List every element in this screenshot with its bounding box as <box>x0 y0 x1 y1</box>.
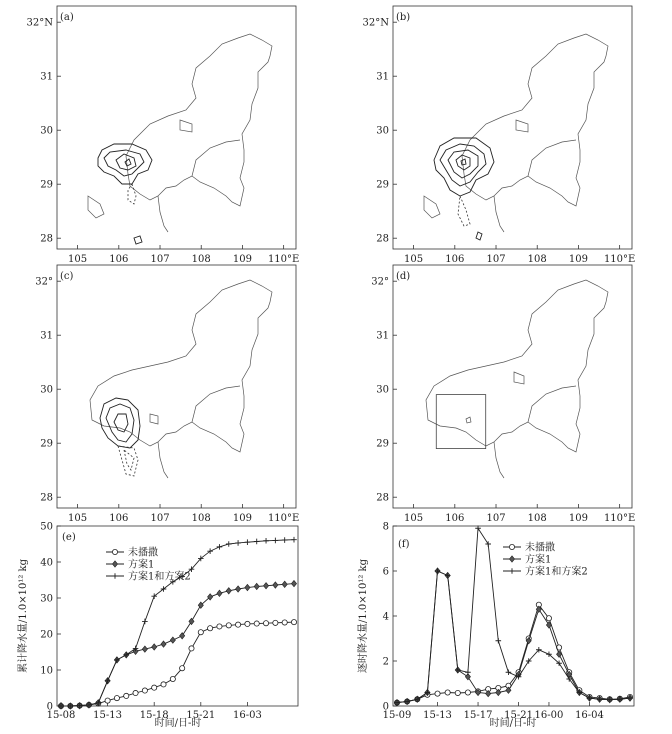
map-b-lat-label: 31 <box>376 71 389 83</box>
map-c-contours <box>100 398 140 476</box>
chart-e-series-0-point <box>198 630 203 635</box>
chart-e-series-0-point <box>180 666 185 671</box>
chart-f-ytick-label: 4 <box>382 611 389 623</box>
chart-f-legend-label: 方案1和方案2 <box>525 566 588 578</box>
chart-e-series-1-point <box>291 580 296 586</box>
chart-e-xlabel: 时间/日-时 <box>154 718 202 729</box>
map-a-lon-label: 106 <box>109 254 129 265</box>
chart-e-series-0-point <box>245 621 250 626</box>
chart-e-series-2-point <box>282 537 288 543</box>
chart-f-legend <box>503 541 588 578</box>
chart-e-series-1-point <box>263 583 268 589</box>
map-b-lon-label: 110°E <box>603 254 636 265</box>
map-a-lat-label: 28 <box>40 233 53 245</box>
map-panel-b <box>363 6 636 265</box>
chart-e-series-2-point <box>245 539 251 545</box>
chart-e-series-0-point <box>235 622 240 627</box>
chart-e-series-1-point <box>235 586 240 592</box>
chart-e-series-2-point <box>254 539 260 545</box>
chart-f-ylabel: 逐时降水量/1.0×10¹² kg <box>358 558 369 674</box>
chart-e-ylabel: 累计降水量/1.0×10¹² kg <box>18 558 29 674</box>
chart-e-series-2-point <box>273 538 279 544</box>
chart-e-series-1-point <box>142 646 147 652</box>
chart-f-series-2-point <box>485 541 491 547</box>
chart-f-xtick-label: 15-21 <box>504 710 533 721</box>
chart-e-ytick-label: 0 <box>46 701 53 713</box>
chart-e-series-0-point <box>254 621 259 626</box>
map-d-lat-label: 30 <box>376 384 389 396</box>
chart-e-series-0-point <box>189 646 194 651</box>
map-a-contours <box>98 144 152 244</box>
map-a-lat-label: 31 <box>40 71 53 83</box>
map-a-lat-label: 30 <box>40 125 53 137</box>
chart-e-series-0-point <box>226 623 231 628</box>
map-b-lat-labels <box>363 18 397 245</box>
map-b-lon-label: 109 <box>568 254 588 265</box>
chart-f-ytick-label: 6 <box>382 566 389 578</box>
chart-e-series-0-point <box>124 693 129 698</box>
chart-e-series-0-point <box>142 688 147 693</box>
map-b-lat-label: 30 <box>376 125 389 137</box>
chart-f-series-0-point <box>435 691 440 696</box>
map-c-lon-label: 105 <box>68 513 88 524</box>
map-a-frame <box>57 6 296 249</box>
map-d-lat-label: 32° <box>371 276 389 288</box>
chart-e-series-2-point <box>263 538 269 544</box>
chart-e-series-0-point <box>114 695 119 700</box>
map-d-lon-label: 107 <box>486 513 506 524</box>
chart-e-series-1-point <box>152 644 157 650</box>
map-c-lon-labels <box>68 504 299 524</box>
chart-f-ytick-label: 0 <box>382 701 389 713</box>
chart-e-series-2-point <box>217 544 223 550</box>
map-d-lon-label: 108 <box>527 513 547 524</box>
chart-e-ytick-label: 20 <box>40 629 53 641</box>
chart-e-series-0-point <box>217 624 222 629</box>
chart-f-series-2-point <box>445 573 451 579</box>
chart-f-series-2-point <box>496 638 502 644</box>
chart-e-series-2-point <box>291 537 297 543</box>
chart-f-ytick-label: 8 <box>382 521 389 533</box>
chart-f-xtick-label: 15-13 <box>423 710 452 721</box>
chart-e-series-2-point <box>235 540 241 546</box>
map-a-lon-labels <box>68 245 299 265</box>
map-d-panel-label: (d) <box>396 271 411 282</box>
map-c-lon-label: 109 <box>232 513 252 524</box>
chart-e-legend-label: 方案1 <box>128 559 155 571</box>
chart-f-series-0-point <box>546 616 551 621</box>
chart-f-xtick-label: 16-00 <box>534 710 564 721</box>
chart-f-series-0-point <box>465 690 470 695</box>
map-a-lon-label: 105 <box>68 254 88 265</box>
chart-e-series-1-point <box>273 582 278 588</box>
map-a-panel-label: (a) <box>60 12 74 23</box>
chart-e-ytick-label: 50 <box>40 521 53 533</box>
chart-e-xtick-label: 15-13 <box>93 710 123 721</box>
map-c-frame <box>57 265 296 508</box>
map-c-panel-label: (c) <box>60 271 74 282</box>
map-a-lat-label: 32°N <box>26 17 53 29</box>
map-c-region <box>90 280 272 478</box>
chart-e-series-0-point <box>170 676 175 681</box>
map-b-lat-label: 28 <box>376 233 389 245</box>
chart-f-yticks <box>383 522 397 713</box>
map-panel-c <box>35 265 299 524</box>
chart-f-legend-marker <box>509 556 514 562</box>
chart-e-legend-label: 方案1和方案2 <box>128 571 191 583</box>
map-a-lon-label: 108 <box>191 254 211 265</box>
map-a-lat-labels <box>27 18 61 245</box>
chart-f-panel-label: (f) <box>398 539 410 550</box>
chart-e-series-0-point <box>161 682 166 687</box>
map-b-region <box>424 34 608 232</box>
chart-e-panel-label: (e) <box>62 532 76 543</box>
map-b-lon-label: 105 <box>404 254 424 265</box>
chart-f-series <box>394 525 633 705</box>
chart-e-series-1-point <box>282 581 287 587</box>
chart-f-series-2-point <box>455 667 461 673</box>
map-d-frame <box>393 265 632 508</box>
chart-f-ytick-label: 2 <box>382 656 389 668</box>
map-d-lat-label: 29 <box>376 438 389 450</box>
chart-e-series <box>58 537 297 709</box>
chart-e-legend-marker <box>112 573 118 579</box>
map-a-lon-label: 110°E <box>267 254 300 265</box>
chart-f-legend-label: 方案1 <box>525 554 552 566</box>
map-c-lat-label: 30 <box>40 384 53 396</box>
chart-e-legend-label: 未播撒 <box>128 547 158 559</box>
map-b-panel-label: (b) <box>396 12 411 23</box>
map-a-lat-label: 29 <box>40 179 53 191</box>
chart-f-series-2-point <box>506 669 512 675</box>
map-d-lon-label: 110°E <box>603 513 636 524</box>
map-a-lon-label: 109 <box>232 254 252 265</box>
chart-e-series-1-point <box>217 590 222 596</box>
chart-e-ytick-label: 40 <box>40 557 53 569</box>
chart-e-series-0-point <box>273 620 278 625</box>
chart-e-series-2-point <box>142 619 148 625</box>
chart-f-legend-label: 未播撒 <box>525 542 555 554</box>
chart-f-xlabel: 时间/日-时 <box>489 718 537 729</box>
chart-e-series-2-point <box>123 652 129 658</box>
chart-f-series-line-2 <box>397 528 630 702</box>
chart-e-xtick-label: 15-21 <box>186 710 216 721</box>
chart-e-series-1-point <box>208 594 213 600</box>
map-panel-d <box>371 265 635 524</box>
map-b-lon-label: 107 <box>486 254 506 265</box>
chart-f-xtick-label: 15-17 <box>463 710 493 721</box>
chart-e-series-1-point <box>198 602 203 608</box>
chart-e-xtick-label: 16-03 <box>232 710 262 721</box>
map-d-lat-label: 31 <box>376 330 389 342</box>
map-c-lat-label: 28 <box>40 492 53 504</box>
chart-e-ytick-label: 10 <box>40 665 53 677</box>
map-b-lat-label: 29 <box>376 179 389 191</box>
chart-f-xtick-label: 15-09 <box>382 710 412 721</box>
chart-e-series-0-point <box>208 626 213 631</box>
chart-e-series-2-point <box>114 657 120 663</box>
chart-f-legend-marker <box>509 568 515 574</box>
map-c-lon-label: 110°E <box>267 513 300 524</box>
chart-e-series-2-point <box>105 678 111 684</box>
map-a-region <box>88 34 272 232</box>
chart-e-series-0-point <box>263 621 268 626</box>
map-d-lon-label: 105 <box>404 513 424 524</box>
map-d-lon-label: 109 <box>568 513 588 524</box>
map-c-lon-label: 108 <box>191 513 211 524</box>
map-panel-a <box>27 6 300 265</box>
chart-f-legend-marker <box>509 544 514 549</box>
chart-e-series-line-0 <box>61 622 294 706</box>
map-a-lon-label: 107 <box>150 254 170 265</box>
map-d-lon-labels <box>404 504 635 524</box>
chart-e-series-1-point <box>245 584 250 590</box>
chart-e-series-0-point <box>152 685 157 690</box>
chart-e-xtick-label: 15-18 <box>139 710 169 721</box>
map-c-lat-label: 29 <box>40 438 53 450</box>
map-d-lat-label: 28 <box>376 492 389 504</box>
chart-f-xtick-label: 16-04 <box>575 710 604 721</box>
map-c-lat-label: 32° <box>35 276 53 288</box>
chart-e-series-0-point <box>282 620 287 625</box>
map-b-contours <box>434 138 494 240</box>
chart-e-series-0-point <box>105 698 110 703</box>
chart-f-series-0-point <box>445 690 450 695</box>
chart-e-legend-marker <box>112 561 117 567</box>
map-c-lon-label: 107 <box>150 513 170 524</box>
chart-e-series-1-point <box>226 588 231 594</box>
chart-e-series-0-point <box>291 620 296 625</box>
chart-e-series-2-point <box>226 541 232 547</box>
chart-e-series-1-point <box>161 641 166 647</box>
map-c-lon-label: 106 <box>109 513 129 524</box>
chart-e-yticks <box>40 522 61 713</box>
chart-e-series-0-point <box>133 690 138 695</box>
map-d-lon-label: 106 <box>445 513 465 524</box>
map-d-seeding-box <box>436 395 485 449</box>
chart-e-legend-marker <box>112 549 117 554</box>
chart-e-xtick-label: 15-08 <box>46 710 76 721</box>
chart-f-series-line-0 <box>397 605 630 703</box>
map-b-lon-labels <box>404 245 635 265</box>
map-c-lat-label: 31 <box>40 330 53 342</box>
map-b-lon-label: 108 <box>527 254 547 265</box>
line-chart-e <box>16 522 298 730</box>
chart-f-series-2-point <box>435 568 441 574</box>
chart-e-series-1-point <box>254 583 259 589</box>
chart-e-legend <box>106 546 191 583</box>
chart-e-frame <box>57 526 298 706</box>
chart-f-series-2-point <box>465 669 471 675</box>
chart-e-series-line-1 <box>61 584 294 706</box>
chart-e-series-1-point <box>170 637 175 643</box>
map-b-lat-label: 32°N <box>362 17 389 29</box>
chart-f-series-0-point <box>455 690 460 695</box>
chart-e-ytick-label: 30 <box>40 593 53 605</box>
line-chart-f <box>356 522 634 730</box>
map-b-frame <box>393 6 632 249</box>
map-b-lon-label: 106 <box>445 254 465 265</box>
